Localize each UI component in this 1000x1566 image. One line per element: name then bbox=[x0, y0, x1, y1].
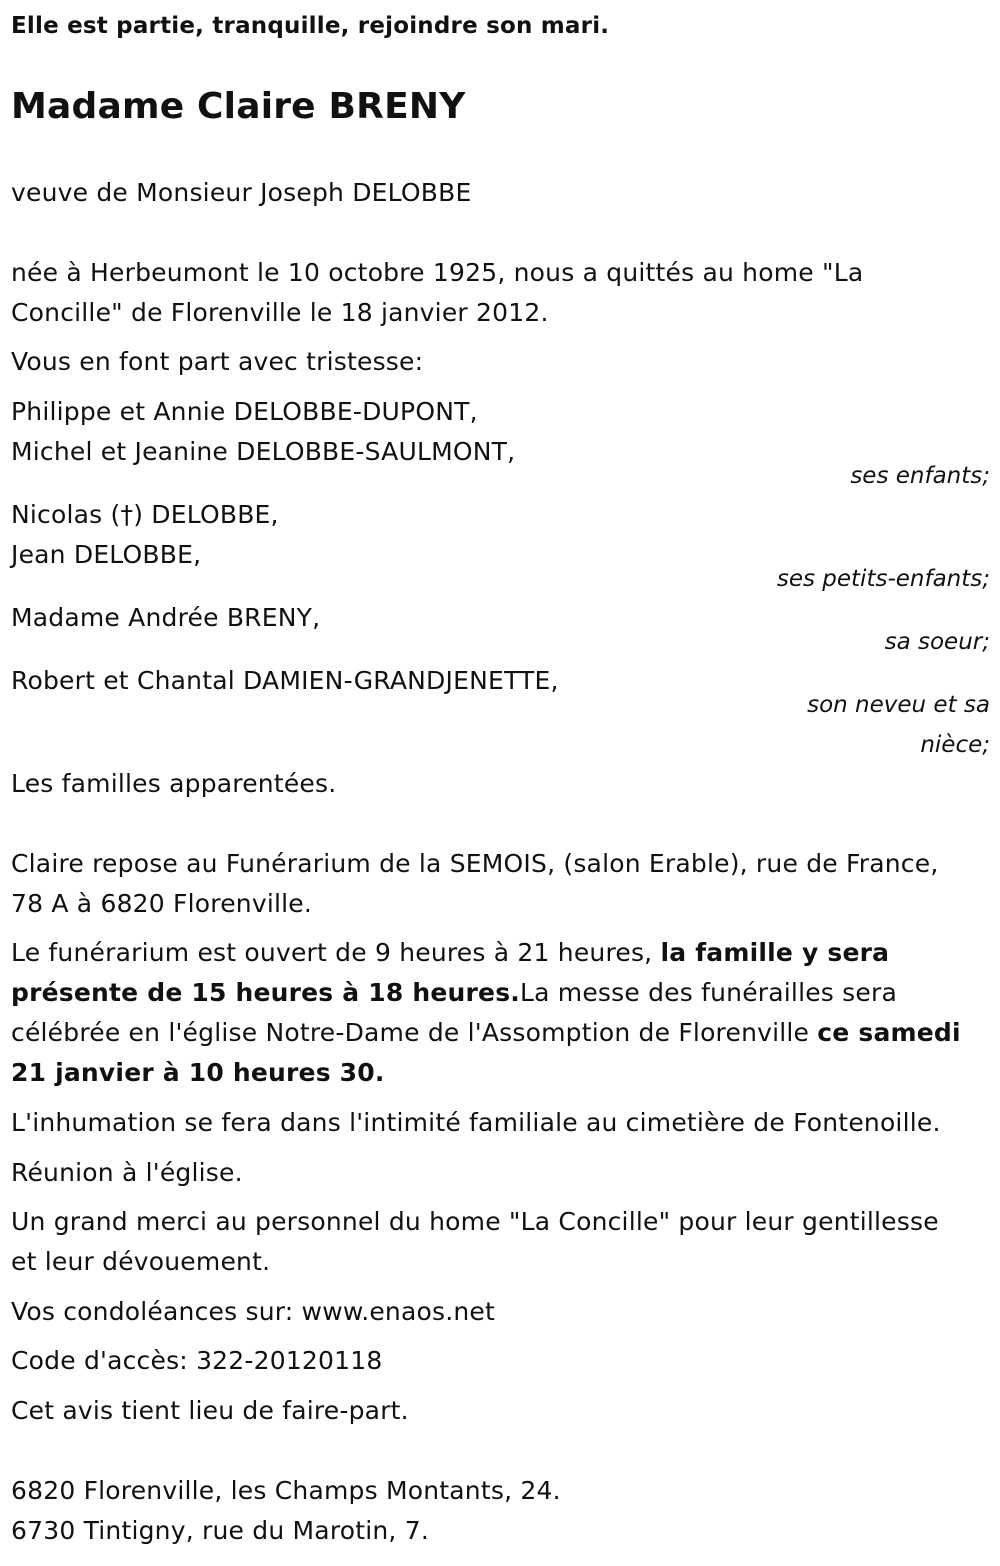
rest-line-1: Claire repose au Funérarium de la SEMOIS, (salon Erable), rue de France, bbox=[11, 849, 939, 878]
children-line-1: Philippe et Annie DELOBBE-DUPONT, bbox=[11, 397, 478, 426]
burial: L'inhumation se fera dans l'intimité familiale au cimetière de Fontenoille. bbox=[11, 1108, 941, 1137]
notice: Cet avis tient lieu de faire-part. bbox=[11, 1396, 409, 1425]
widow-of: veuve de Monsieur Joseph DELOBBE bbox=[11, 178, 472, 207]
funeral-line-3 bbox=[11, 1013, 961, 1053]
funeral-hours: Le funérarium est ouvert de 9 heures à 21 heures, bbox=[11, 938, 661, 967]
sister-line: Madame Andrée BRENY, bbox=[11, 603, 321, 632]
grandchildren-line-2: Jean DELOBBE, bbox=[11, 540, 202, 569]
nephew-line: Robert et Chantal DAMIEN-GRANDJENETTE, bbox=[11, 666, 559, 695]
cross-icon: † bbox=[120, 500, 134, 529]
deceased-name: Madame Claire BRENY bbox=[11, 86, 466, 127]
thanks-line-1: Un grand merci au personnel du home "La Concille" pour leur gentillesse bbox=[11, 1207, 939, 1236]
grandchildren-role: ses petits-enfants; bbox=[776, 566, 990, 592]
thanks-line-2: et leur dévouement. bbox=[11, 1247, 271, 1276]
sister-role: sa soeur; bbox=[884, 629, 990, 655]
announcement: Vous en font part avec tristesse: bbox=[11, 347, 424, 376]
mass-date-time: 21 janvier à 10 heures 30. bbox=[11, 1058, 385, 1087]
nephew-role-line-1: son neveu et sa bbox=[807, 692, 990, 718]
family-presence-hours: présente de 15 heures à 18 heures. bbox=[11, 978, 520, 1007]
address-2: 6730 Tintigny, rue du Marotin, 7. bbox=[11, 1516, 429, 1545]
funeral-line-4 bbox=[11, 1053, 385, 1093]
intro-sentence: Elle est partie, tranquille, rejoindre son mari. bbox=[11, 13, 610, 39]
children-role: ses enfants; bbox=[850, 463, 990, 489]
grandchild-name-end: ) DELOBBE, bbox=[133, 500, 279, 529]
nephew-role-line-2: nièce; bbox=[920, 732, 990, 758]
funeral-line-1 bbox=[11, 933, 889, 973]
funeral-line-2 bbox=[11, 973, 897, 1013]
condolences: Vos condoléances sur: www.enaos.net bbox=[11, 1297, 495, 1326]
children-line-2: Michel et Jeanine DELOBBE-SAULMONT, bbox=[11, 437, 516, 466]
related-families: Les familles apparentées. bbox=[11, 769, 337, 798]
grandchildren-line-1 bbox=[11, 495, 279, 535]
grandchild-name-start: Nicolas ( bbox=[11, 500, 121, 529]
access-code: Code d'accès: 322-20120118 bbox=[11, 1346, 383, 1375]
birth-death-line-1: née à Herbeumont le 10 octobre 1925, nous a quittés au home "La bbox=[11, 258, 864, 287]
birth-death-line-2: Concille" de Florenville le 18 janvier 2012. bbox=[11, 298, 549, 327]
meeting: Réunion à l'église. bbox=[11, 1158, 243, 1187]
mass-day: ce samedi bbox=[817, 1018, 961, 1047]
mass-intro: La messe des funérailles sera bbox=[519, 978, 897, 1007]
rest-line-2: 78 A à 6820 Florenville. bbox=[11, 889, 312, 918]
church-name: célébrée en l'église Notre-Dame de l'Assomption de Florenville bbox=[11, 1018, 818, 1047]
address-1: 6820 Florenville, les Champs Montants, 24. bbox=[11, 1476, 561, 1505]
family-presence: la famille y sera bbox=[660, 938, 890, 967]
